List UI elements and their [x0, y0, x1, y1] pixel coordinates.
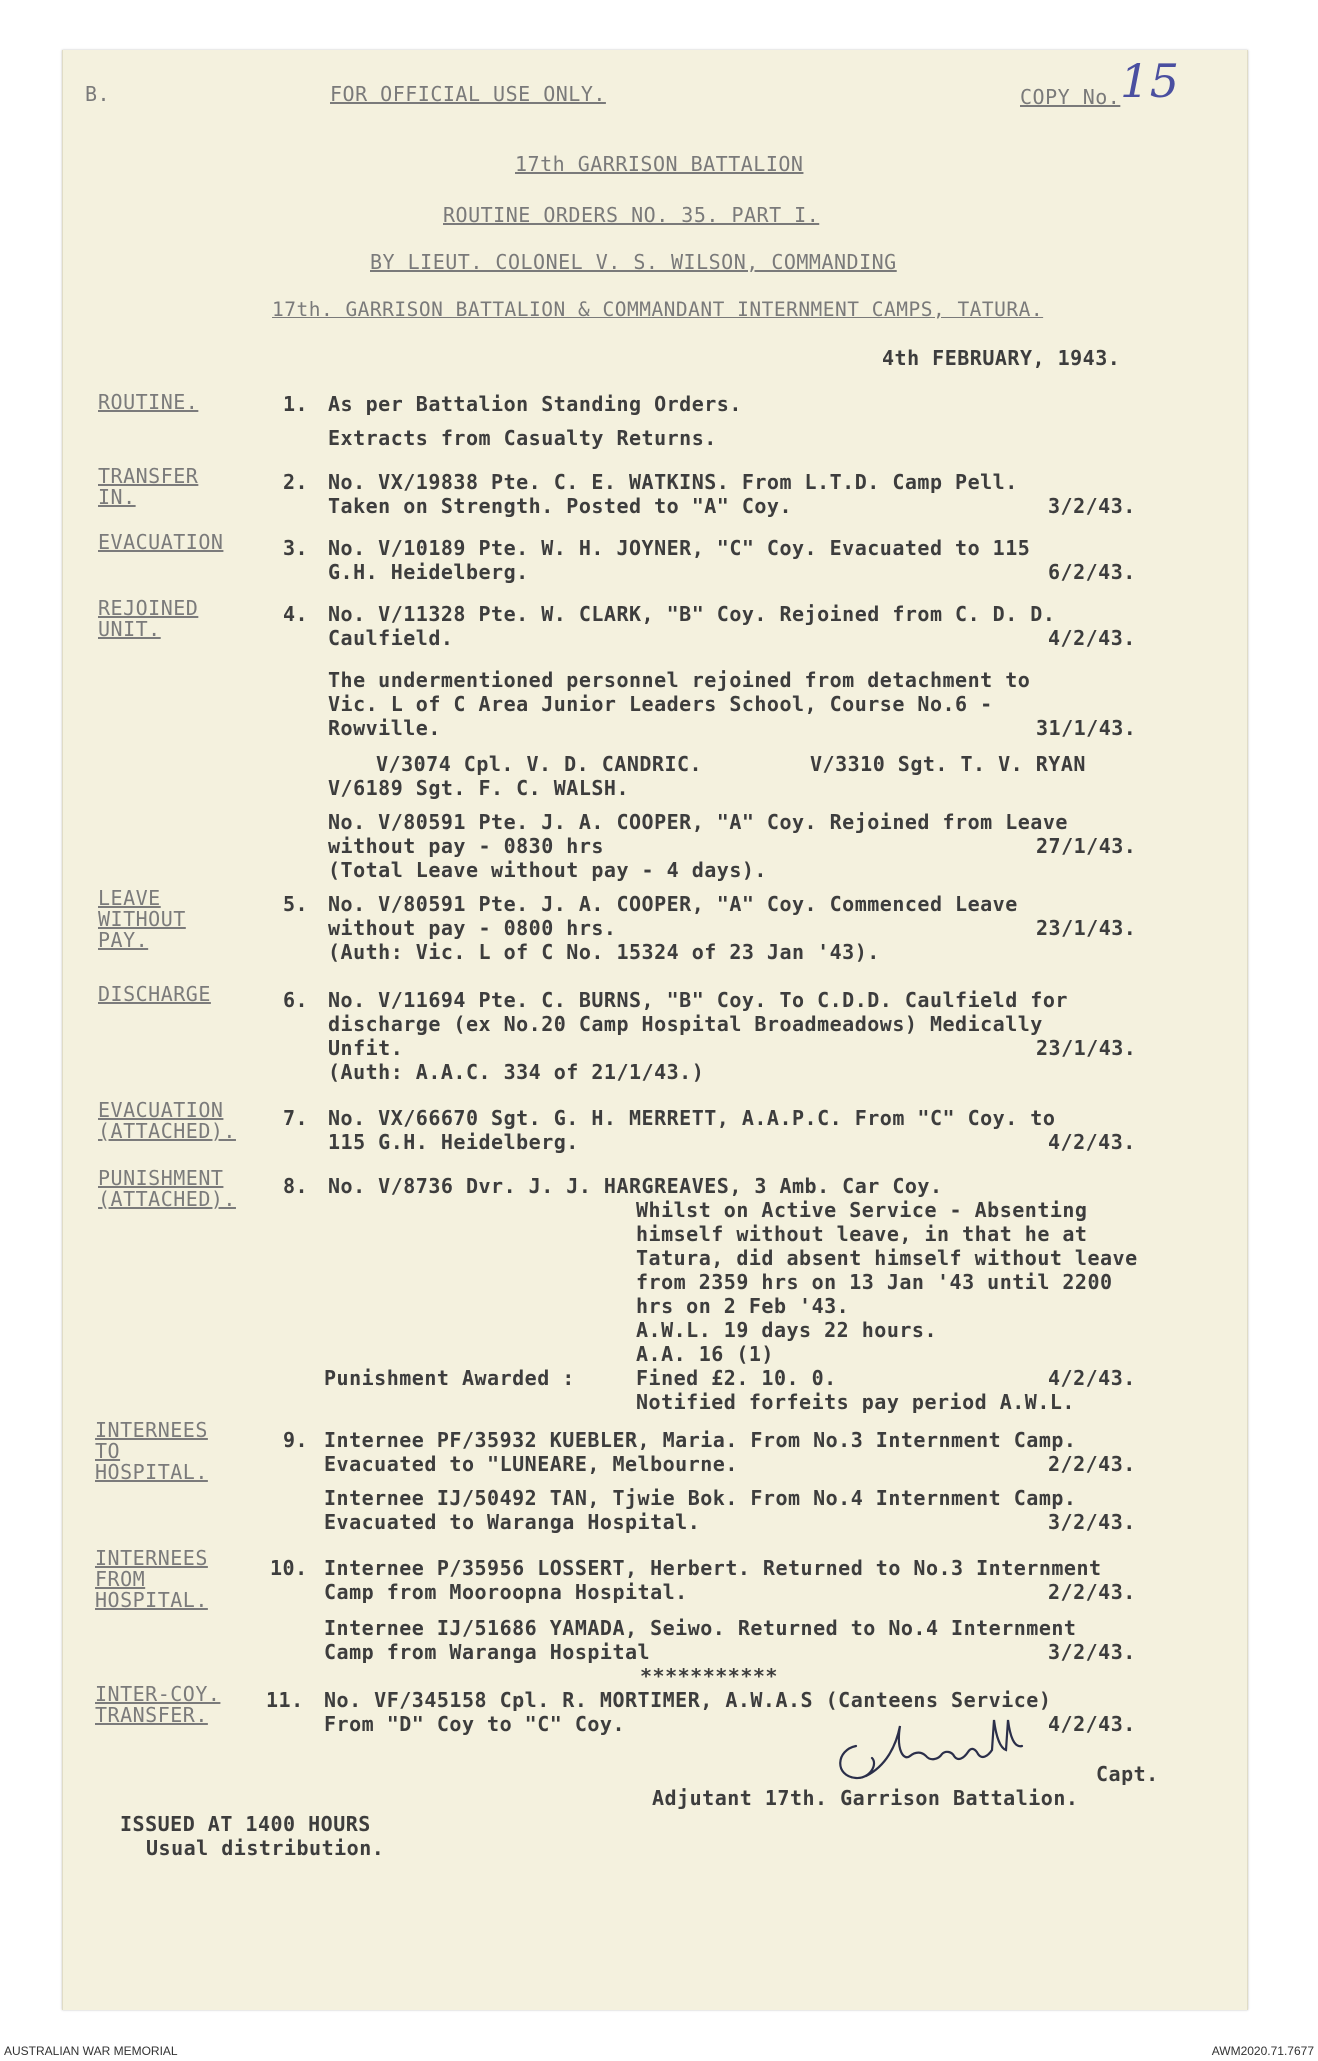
- entry-4-line-2: Caulfield.: [328, 626, 454, 650]
- entry-8-fine: Fined £2. 10. 0.: [636, 1366, 837, 1390]
- entry-8-charge-4: from 2359 hrs on 13 Jan '43 until 2200: [636, 1270, 1113, 1294]
- entry-8-charge-7: A.A. 16 (1): [636, 1342, 774, 1366]
- entry-5-line-3: (Auth: Vic. L of C No. 15324 of 23 Jan '43).: [328, 940, 880, 964]
- entry-7-date: 4/2/43.: [1048, 1130, 1136, 1154]
- entry-4-cooper-3: (Total Leave without pay - 4 days).: [328, 858, 767, 882]
- entry-4-name-right: V/3310 Sgt. T. V. RYAN: [810, 752, 1086, 776]
- label-internees-to-hospital: INTERNEES TO HOSPITAL.: [95, 1418, 208, 1484]
- entry-4-para-1: The undermentioned personnel rejoined from detachment to: [328, 668, 1031, 692]
- entry-7-line-2: 115 G.H. Heidelberg.: [328, 1130, 579, 1154]
- entry-2-num: 2.: [283, 470, 309, 494]
- entry-8-charge-2: himself without leave, in that he at: [636, 1222, 1088, 1246]
- entry-10-extra-1: Internee IJ/51686 YAMADA, Seiwo. Returned to No.4 Internment: [324, 1616, 1077, 1640]
- entry-11-date: 4/2/43.: [1048, 1712, 1136, 1736]
- label-transfer-in: TRANSFER IN.: [98, 464, 199, 509]
- signature: [826, 1706, 1056, 1786]
- entry-6-line-3: Unfit.: [328, 1036, 404, 1060]
- orders-title: ROUTINE ORDERS NO. 35. PART I.: [443, 203, 820, 227]
- entry-8-charge-5: hrs on 2 Feb '43.: [636, 1294, 850, 1318]
- entry-8-num: 8.: [283, 1174, 309, 1198]
- entry-9-line-2: Evacuated to "LUNEARE, Melbourne.: [324, 1452, 738, 1476]
- entry-11-line-2: From "D" Coy to "C" Coy.: [324, 1712, 625, 1736]
- entry-8-charge-3: Tatura, did absent himself without leave: [636, 1246, 1138, 1270]
- entry-6-num: 6.: [283, 988, 309, 1012]
- footer-right: AWM2020.71.7677: [1211, 2044, 1314, 2058]
- label-rejoined-unit: REJOINED UNIT.: [98, 596, 199, 641]
- entry-8-awarded-label: Punishment Awarded :: [324, 1366, 575, 1390]
- issued-line-2: Usual distribution.: [146, 1836, 385, 1860]
- entry-1-num: 1.: [283, 392, 309, 416]
- entry-6-date: 23/1/43.: [1036, 1036, 1137, 1060]
- entry-5-date: 23/1/43.: [1036, 916, 1137, 940]
- entry-8-line-1: No. V/8736 Dvr. J. J. HARGREAVES, 3 Amb. Car Coy.: [328, 1174, 943, 1198]
- issued-line-1: ISSUED AT 1400 HOURS: [120, 1812, 371, 1836]
- entry-3-date: 6/2/43.: [1048, 560, 1136, 584]
- entry-3-num: 3.: [283, 536, 309, 560]
- label-evacuation-attached: EVACUATION (ATTACHED).: [98, 1098, 236, 1143]
- label-inter-coy-transfer: INTER-COY. TRANSFER.: [95, 1682, 221, 1727]
- entry-4-para-date: 31/1/43.: [1036, 716, 1137, 740]
- label-routine: ROUTINE.: [98, 390, 199, 414]
- entry-9-line-1: Internee PF/35932 KUEBLER, Maria. From No.3 Internment Camp.: [324, 1428, 1077, 1452]
- entry-4-date: 4/2/43.: [1048, 626, 1136, 650]
- classification: FOR OFFICIAL USE ONLY.: [330, 82, 606, 106]
- command-line: 17th. GARRISON BATTALION & COMMANDANT INTERNMENT CAMPS, TATURA.: [272, 298, 1044, 321]
- label-discharge: DISCHARGE: [98, 982, 211, 1006]
- signature-position: Adjutant 17th. Garrison Battalion.: [652, 1786, 1079, 1810]
- entry-7-line-1: No. VX/66670 Sgt. G. H. MERRETT, A.A.P.C. From "C" Coy. to: [328, 1106, 1056, 1130]
- entry-9-num: 9.: [283, 1428, 309, 1452]
- entry-4-cooper-2: without pay - 0830 hrs: [328, 834, 604, 858]
- entry-10-extra-2: Camp from Waranga Hospital: [324, 1640, 651, 1664]
- header-letter: B.: [85, 82, 111, 106]
- entry-5-line-1: No. V/80591 Pte. J. A. COOPER, "A" Coy. Commenced Leave: [328, 892, 1018, 916]
- entry-2-date: 3/2/43.: [1048, 494, 1136, 518]
- separator: ***********: [640, 1664, 778, 1688]
- copy-label: COPY No.: [1020, 85, 1121, 109]
- entry-6-line-2: discharge (ex No.20 Camp Hospital Broadmeadows) Medically: [328, 1012, 1043, 1036]
- entry-8-notified: Notified forfeits pay period A.W.L.: [636, 1390, 1075, 1414]
- footer-left: AUSTRALIAN WAR MEMORIAL: [4, 2044, 178, 2058]
- entry-11-num: 11.: [266, 1688, 304, 1712]
- entry-4-para-3: Rowville.: [328, 716, 441, 740]
- entry-10-line-1: Internee P/35956 LOSSERT, Herbert. Returned to No.3 Internment: [324, 1556, 1102, 1580]
- copy-number: 15: [1120, 54, 1180, 108]
- entry-6-line-4: (Auth: A.A.C. 334 of 21/1/43.): [328, 1060, 705, 1084]
- entry-4-name-2: V/6189 Sgt. F. C. WALSH.: [328, 776, 629, 800]
- entry-9-extra-date: 3/2/43.: [1048, 1510, 1136, 1534]
- entry-1-line-1: As per Battalion Standing Orders.: [328, 392, 742, 416]
- entry-4-cooper-date: 27/1/43.: [1036, 834, 1137, 858]
- entry-4-cooper-1: No. V/80591 Pte. J. A. COOPER, "A" Coy. Rejoined from Leave: [328, 810, 1068, 834]
- signature-rank: Capt.: [1096, 1762, 1159, 1786]
- entry-9-extra-2: Evacuated to Waranga Hospital.: [324, 1510, 701, 1534]
- entry-2-line-1: No. VX/19838 Pte. C. E. WATKINS. From L.T.D. Camp Pell.: [328, 470, 1018, 494]
- entry-7-num: 7.: [283, 1106, 309, 1130]
- entry-9-date: 2/2/43.: [1048, 1452, 1136, 1476]
- label-evacuation: EVACUATION: [98, 530, 224, 554]
- entry-11-line-1: No. VF/345158 Cpl. R. MORTIMER, A.W.A.S (Canteens Service): [324, 1688, 1052, 1712]
- entry-8-charge-6: A.W.L. 19 days 22 hours.: [636, 1318, 937, 1342]
- entry-4-num: 4.: [283, 602, 309, 626]
- entry-4-para-2: Vic. L of C Area Junior Leaders School, Course No.6 -: [328, 692, 993, 716]
- entry-10-date: 2/2/43.: [1048, 1580, 1136, 1604]
- order-date: 4th FEBRUARY, 1943.: [882, 346, 1121, 370]
- entry-10-line-2: Camp from Mooroopna Hospital.: [324, 1580, 688, 1604]
- label-punishment-attached: PUNISHMENT (ATTACHED).: [98, 1166, 236, 1211]
- entry-8-date: 4/2/43.: [1048, 1366, 1136, 1390]
- entry-2-line-2: Taken on Strength. Posted to "A" Coy.: [328, 494, 793, 518]
- commanding-line: BY LIEUT. COLONEL V. S. WILSON, COMMANDING: [370, 250, 897, 274]
- entry-4-name-1: V/3074 Cpl. V. D. CANDRIC.: [376, 752, 703, 776]
- entry-3-line-1: No. V/10189 Pte. W. H. JOYNER, "C" Coy. Evacuated to 115: [328, 536, 1031, 560]
- label-leave-without-pay: LEAVE WITHOUT PAY.: [98, 886, 186, 952]
- entry-4-line-1: No. V/11328 Pte. W. CLARK, "B" Coy. Rejoined from C. D. D.: [328, 602, 1056, 626]
- entry-10-num: 10.: [270, 1556, 308, 1580]
- label-internees-from-hospital: INTERNEES FROM HOSPITAL.: [95, 1546, 208, 1612]
- entry-5-num: 5.: [283, 892, 309, 916]
- entry-1-line-2: Extracts from Casualty Returns.: [328, 426, 717, 450]
- entry-9-extra-1: Internee IJ/50492 TAN, Tjwie Bok. From No.4 Internment Camp.: [324, 1486, 1077, 1510]
- entry-3-line-2: G.H. Heidelberg.: [328, 560, 529, 584]
- entry-10-extra-date: 3/2/43.: [1048, 1640, 1136, 1664]
- unit-title: 17th GARRISON BATTALION: [515, 152, 804, 176]
- entry-6-line-1: No. V/11694 Pte. C. BURNS, "B" Coy. To C.D.D. Caulfield for: [328, 988, 1068, 1012]
- entry-5-line-2: without pay - 0800 hrs.: [328, 916, 617, 940]
- entry-8-charge-1: Whilst on Active Service - Absenting: [636, 1198, 1088, 1222]
